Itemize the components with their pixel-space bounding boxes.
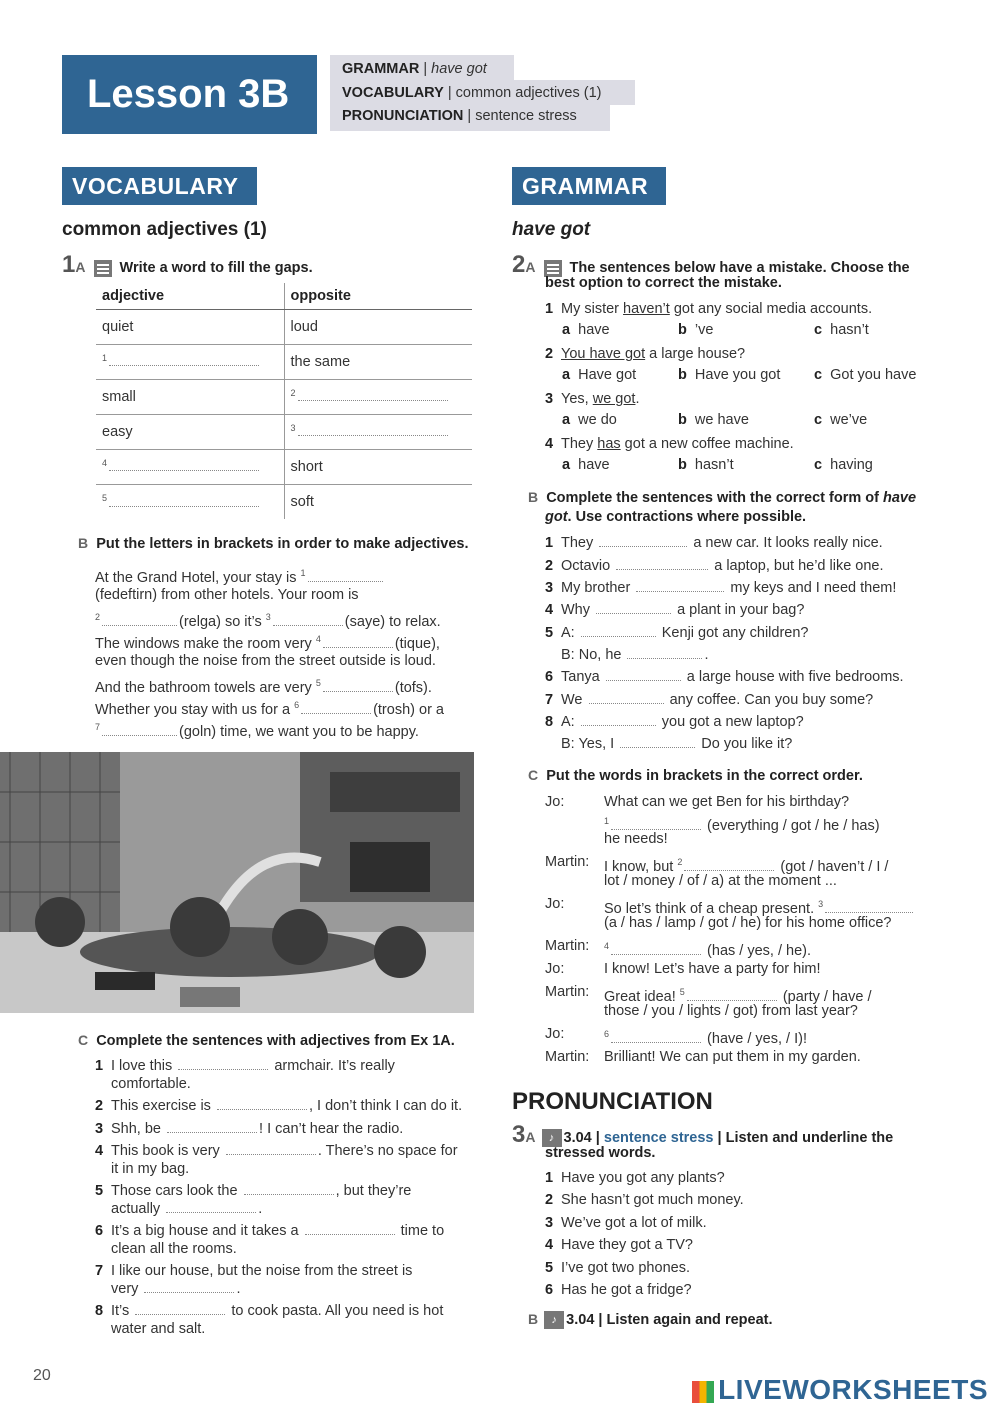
answer-gap[interactable] <box>620 736 695 748</box>
answer-gap[interactable] <box>109 459 259 471</box>
dialogue-line: So let’s think of a cheap present. $^3$ <box>604 894 915 919</box>
answer-gap[interactable] <box>616 558 708 570</box>
list-item-cont: very . <box>111 1281 241 1297</box>
answer-gap[interactable] <box>589 692 664 704</box>
answer-gap[interactable] <box>167 1121 257 1133</box>
list-item: 5 Those cars look the , but they’re <box>95 1183 412 1199</box>
header-tag-pronunciation: PRONUNCIATION | sentence stress <box>330 104 610 131</box>
adjective-table <box>96 283 472 519</box>
list-item: 1 Have you got any plants? <box>545 1170 725 1186</box>
speaker: Jo: <box>545 961 565 977</box>
list-item: 6 Tanya a large house with five bedrooms. <box>545 669 904 685</box>
photo-illustration <box>0 752 474 1013</box>
table-row: easy $^3$ <box>96 414 472 449</box>
dialogue-line: he needs! <box>604 831 668 847</box>
ex2b-instruction-cont: got. Use contractions where possible. <box>545 509 807 525</box>
ex2a-heading: 2A The sentences below have a mistake. Choose the <box>512 251 910 278</box>
text-line: The windows make the room very $^4$ (tique), <box>95 634 440 652</box>
list-item: 3 We’ve got a lot of milk. <box>545 1215 707 1231</box>
list-item: 2 This exercise is , I don’t think I can do it. <box>95 1098 463 1114</box>
speaker: Martin: <box>545 984 590 1000</box>
answer-gap[interactable] <box>305 1223 395 1235</box>
answer-gap[interactable] <box>178 1058 268 1070</box>
list-item-cont: it in my bag. <box>111 1161 190 1177</box>
list-item: 8 It’s to cook pasta. All you need is hot <box>95 1303 444 1319</box>
speaker-icon[interactable]: ♪ <box>542 1129 562 1147</box>
list-item: 3 Yes, we got. <box>545 391 640 407</box>
option-b[interactable]: b Have you got <box>678 367 781 383</box>
vocab-subtitle: common adjectives (1) <box>62 219 267 240</box>
logo-icon <box>692 1381 714 1403</box>
grammar-subtitle: have got <box>512 219 591 240</box>
lesson-title: Lesson 3B <box>87 72 290 116</box>
list-item: 5 A: Kenji got any children? <box>545 625 809 641</box>
list-item-cont: actually . <box>111 1201 263 1217</box>
list-item: 1 I love this armchair. It’s really <box>95 1058 395 1074</box>
ex2b-heading: B Complete the sentences with the correct form of have <box>528 489 917 506</box>
option-b[interactable]: b hasn’t <box>678 457 734 473</box>
answer-gap[interactable] <box>217 1098 307 1110</box>
list-item: 7 I like our house, but the noise from the street is <box>95 1263 413 1279</box>
list-item-cont: water and salt. <box>111 1321 206 1337</box>
answer-gap[interactable] <box>166 1201 256 1213</box>
list-item: 4 This book is very . There’s no space for <box>95 1143 458 1159</box>
option-a[interactable]: a Have got <box>562 367 637 383</box>
answer-gap[interactable] <box>611 1031 701 1043</box>
answer-gap[interactable] <box>308 570 383 582</box>
answer-gap[interactable] <box>627 647 702 659</box>
list-item: 7 We any coffee. Can you buy some? <box>545 692 874 708</box>
answer-gap[interactable] <box>226 1143 316 1155</box>
speaker-icon[interactable]: ♪ <box>544 1311 564 1329</box>
answer-gap[interactable] <box>244 1183 334 1195</box>
list-item: B: No, he . <box>561 647 709 663</box>
list-item: B: Yes, I Do you like it? <box>561 736 793 752</box>
page-number: 20 <box>33 1367 51 1384</box>
dialogue-line: $^4$ (has / yes, / he). <box>604 941 812 959</box>
table-header-row: adjective opposite <box>96 283 472 309</box>
header-tag-grammar: GRAMMAR | have got <box>330 55 514 81</box>
option-c[interactable]: c having <box>814 457 873 473</box>
table-row: small $^2$ <box>96 379 472 414</box>
speaker: Martin: <box>545 938 590 954</box>
speaker: Jo: <box>545 896 565 912</box>
text-line: (fedeftirn) from other hotels. Your room is <box>95 587 359 603</box>
ex3b-heading: B ♪ 3.04 | Listen again and repeat. <box>528 1311 773 1328</box>
answer-gap[interactable] <box>273 614 343 626</box>
list-item: 3 Shh, be ! I can’t hear the radio. <box>95 1121 404 1137</box>
list-item: 4 Why a plant in your bag? <box>545 602 805 618</box>
speaker: Martin: <box>545 854 590 870</box>
option-a[interactable]: a we do <box>562 412 617 428</box>
ex2a-instruction-cont: best option to correct the mistake. <box>545 275 782 291</box>
dialogue-line: $^6$ (have / yes, / I)! <box>604 1029 807 1047</box>
answer-gap[interactable] <box>144 1281 234 1293</box>
text-line: $^2$ (relga) so it’s $^3$ (saye) to relax. <box>95 612 441 630</box>
answer-gap[interactable] <box>636 580 724 592</box>
answer-gap[interactable] <box>298 389 448 401</box>
list-item: 6 It’s a big house and it takes a time to <box>95 1223 445 1239</box>
list-item: 1 My sister haven’t got any social media accounts. <box>545 301 873 317</box>
answer-gap[interactable] <box>109 495 259 507</box>
table-row: $^5$ soft <box>96 484 472 519</box>
option-c[interactable]: c Got you have <box>814 367 917 383</box>
text-line: even though the noise from the street outside is loud. <box>95 653 436 669</box>
text-line: Whether you stay with us for a $^6$ (trosh) or a <box>95 700 444 718</box>
ex1a-heading: 1A Write a word to fill the gaps. <box>62 251 313 278</box>
list-item: 8 A: you got a new laptop? <box>545 714 804 730</box>
dialogue-line: (a / has / lamp / got / he) for his home office? <box>604 915 892 931</box>
dialogue-line: $^1$ (everything / got / he / has) <box>604 816 880 834</box>
header-tag-vocabulary: VOCABULARY | common adjectives (1) <box>330 80 635 105</box>
ex3a-instruction-cont: stressed words. <box>545 1145 656 1161</box>
answer-gap[interactable] <box>323 680 393 692</box>
answer-gap[interactable] <box>684 859 774 871</box>
answer-gap[interactable] <box>687 989 777 1001</box>
answer-gap[interactable] <box>596 602 671 614</box>
list-item: 3 My brother my keys and I need them! <box>545 580 897 596</box>
answer-gap[interactable] <box>611 943 701 955</box>
dialogue-line: What can we get Ben for his birthday? <box>604 794 850 810</box>
answer-gap[interactable] <box>581 714 656 726</box>
answer-gap[interactable] <box>606 669 681 681</box>
option-b[interactable]: b we have <box>678 412 749 428</box>
dialogue-line: I know! Let’s have a party for him! <box>604 961 821 977</box>
dialogue-line: those / you / lights / got) from last year? <box>604 1003 858 1019</box>
list-item: 2 Octavio a laptop, but he’d like one. <box>545 558 884 574</box>
table-row: quiet loud <box>96 309 472 344</box>
option-b[interactable]: b ’ve <box>678 322 714 338</box>
text-line: And the bathroom towels are very $^5$ (tofs). <box>95 678 432 696</box>
grammar-heading: GRAMMAR <box>512 167 666 205</box>
answer-gap[interactable] <box>323 636 393 648</box>
list-item: 2 She hasn’t got much money. <box>545 1192 744 1208</box>
list-item: 1 They a new car. It looks really nice. <box>545 535 883 551</box>
vocabulary-heading: VOCABULARY <box>62 167 257 205</box>
answer-gap[interactable] <box>102 614 177 626</box>
answer-gap[interactable] <box>109 354 259 366</box>
option-c[interactable]: c we’ve <box>814 412 868 428</box>
hotel-atrium-photo <box>0 752 474 1013</box>
speaker: Jo: <box>545 794 565 810</box>
dialogue-line: Brilliant! We can put them in my garden. <box>604 1049 861 1065</box>
pronunciation-heading: PRONUNCIATION <box>512 1088 713 1115</box>
liveworksheets-logo: LIVEWORKSHEETS <box>692 1374 988 1406</box>
ex1c-heading: C Complete the sentences with adjectives from Ex 1A. <box>78 1032 455 1049</box>
option-a[interactable]: a have <box>562 322 610 338</box>
list-item: 4 They has got a new coffee machine. <box>545 436 794 452</box>
answer-gap[interactable] <box>825 901 913 913</box>
list-item: 6 Has he got a fridge? <box>545 1282 692 1298</box>
dialogue-line: lot / money / of / a) at the moment ... <box>604 873 837 889</box>
option-c[interactable]: c hasn’t <box>814 322 869 338</box>
answer-gap[interactable] <box>102 724 177 736</box>
ex3a-heading: 3A ♪ 3.04 | sentence stress | Listen and underline the <box>512 1121 894 1148</box>
text-line: At the Grand Hotel, your stay is $^1$ <box>95 563 385 588</box>
dialogue-line: Great idea! $^5$ (party / have / <box>604 987 872 1005</box>
table-row: $^4$ short <box>96 449 472 484</box>
ex1b-heading: B Put the letters in brackets in order to make adjectives. <box>78 535 469 552</box>
table-row: $^1$ the same <box>96 344 472 379</box>
list-item-cont: comfortable. <box>111 1076 191 1092</box>
option-a[interactable]: a have <box>562 457 610 473</box>
dialogue-line: I know, but $^2$ (got / haven’t / I / <box>604 857 889 875</box>
speaker: Martin: <box>545 1049 590 1065</box>
list-item: 5 I’ve got two phones. <box>545 1260 690 1276</box>
ex2c-heading: C Put the words in brackets in the correct order. <box>528 767 863 784</box>
text-line: $^7$ (goln) time, we want you to be happy. <box>95 722 419 740</box>
answer-gap[interactable] <box>301 702 371 714</box>
list-item: 2 You have got a large house? <box>545 346 746 362</box>
answer-gap[interactable] <box>581 625 656 637</box>
list-item-cont: clean all the rooms. <box>111 1241 237 1257</box>
lesson-banner <box>62 55 317 134</box>
list-item: 4 Have they got a TV? <box>545 1237 693 1253</box>
answer-gap[interactable] <box>135 1303 225 1315</box>
speaker: Jo: <box>545 1026 565 1042</box>
answer-gap[interactable] <box>599 535 687 547</box>
document-icon <box>94 260 112 277</box>
answer-gap[interactable] <box>298 424 448 436</box>
